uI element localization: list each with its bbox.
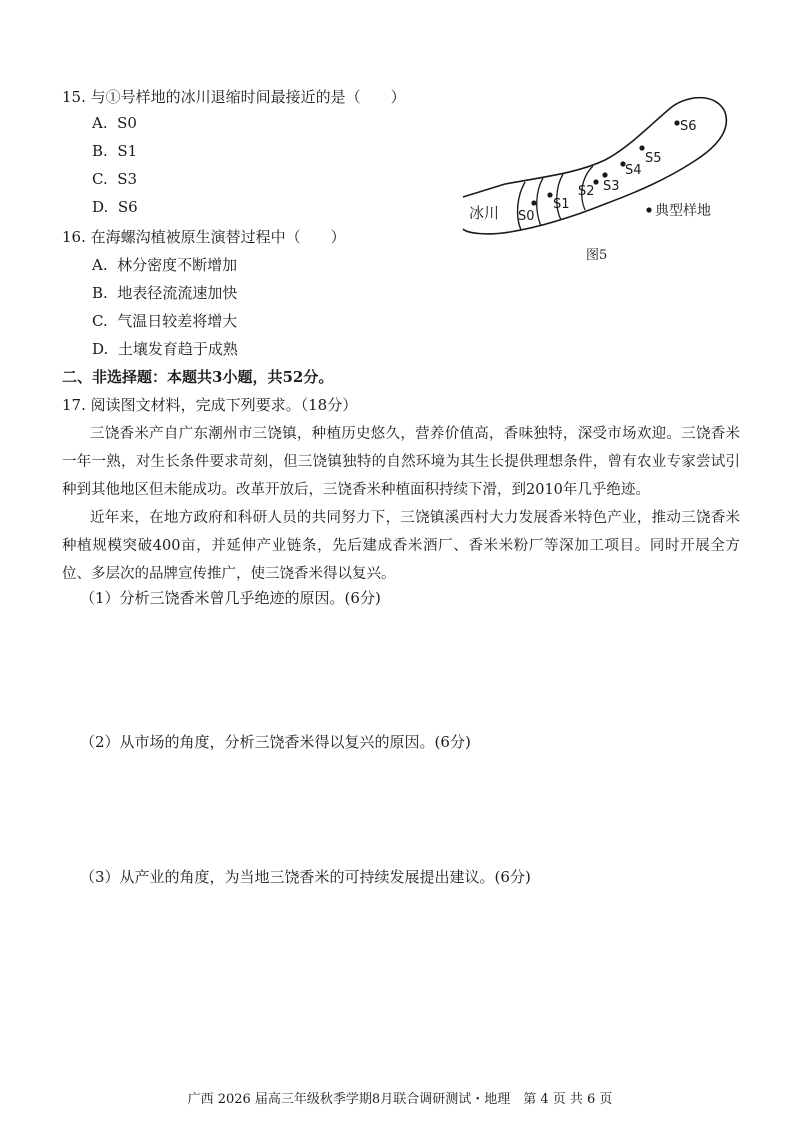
site-dot-s3: [602, 172, 607, 177]
q15-number: 15.: [62, 88, 86, 106]
site-label-s3: S3: [603, 179, 620, 194]
site-label-s4: S4: [625, 163, 642, 178]
q15-option-c: C. S3: [92, 170, 138, 188]
q17-number: 17.: [62, 396, 86, 414]
site-label-s0: S0: [518, 209, 535, 224]
q15-text: 与①号样地的冰川退缩时间最接近的是（ ）: [90, 88, 406, 106]
legend-label: 典型样地: [655, 203, 711, 219]
q16-text: 在海螺沟植被原生演替过程中（ ）: [90, 228, 346, 246]
q17-subquestion-3: （3）从产业的角度，为当地三饶香米的可持续发展提出建议。(6分): [80, 868, 531, 886]
q17-subquestion-1: （1）分析三饶香米曾几乎绝迹的原因。(6分): [80, 589, 381, 607]
q16-option-d: D. 土壤发育趋于成熟: [92, 340, 238, 358]
section-heading: 二、非选择题：本题共3小题，共52分。: [62, 368, 334, 386]
glacier-label: 冰川: [469, 204, 500, 222]
site-dot-s5: [639, 145, 644, 150]
site-dot-s0: [531, 200, 536, 205]
q15-option-a: A. S0: [92, 114, 137, 132]
q17-paragraph-1: 三饶香米产自广东潮州市三饶镇，种植历史悠久，营养价值高，香味独特，深受市场欢迎。三饶香米一年一熟，对生长条件要求苛刻，但三饶镇独特的自然环境为其生长提供理想条件，曾有农业专家尝试引种到其他地区但未能成功。改革开放后，三饶香米种植面积持续下滑，到2010年几乎绝迹。: [62, 426, 740, 498]
moraine-arc-1: [537, 178, 543, 226]
q17-paragraph-2: 近年来，在地方政府和科研人员的共同努力下，三饶镇溪西村大力发展香米特色产业，推动三饶香米种植规模突破400亩，并延伸产业链条，先后建成香米酒厂、香米米粉厂等深加工项目。同时开展全方位、多层次的品牌宣传推广，使三饶香米得以复兴。: [62, 510, 740, 582]
q17-stem: [62, 394, 357, 415]
site-dot-s1: [547, 192, 552, 197]
glacier-figure: [455, 92, 740, 262]
q16-number: 16.: [62, 228, 86, 246]
q17-text: 阅读图文材料，完成下列要求。（18分）: [90, 396, 358, 414]
q16-option-a: A. 林分密度不断增加: [92, 256, 238, 274]
q15-option-b: B. S1: [92, 142, 138, 160]
site-label-s2: S2: [578, 184, 595, 199]
q15-stem: [62, 86, 406, 107]
q17-subquestion-2: （2）从市场的角度，分析三饶香米得以复兴的原因。(6分): [80, 733, 471, 751]
site-label-s1: S1: [553, 197, 570, 212]
legend-dot: [646, 207, 651, 212]
site-dot-s6: [674, 120, 679, 125]
figure-caption: 图5: [586, 248, 608, 263]
site-label-s5: S5: [645, 151, 662, 166]
page-footer: 广西 2026 届高三年级秋季学期8月联合调研测试・地理 第 4 页 共 6 页: [187, 1092, 613, 1107]
q16-option-b: B. 地表径流流速加快: [92, 284, 238, 302]
q16-option-c: C. 气温日较差将增大: [92, 312, 238, 330]
q15-option-d: D. S6: [92, 198, 138, 216]
q16-stem: [62, 226, 346, 247]
site-label-s6: S6: [680, 119, 697, 134]
